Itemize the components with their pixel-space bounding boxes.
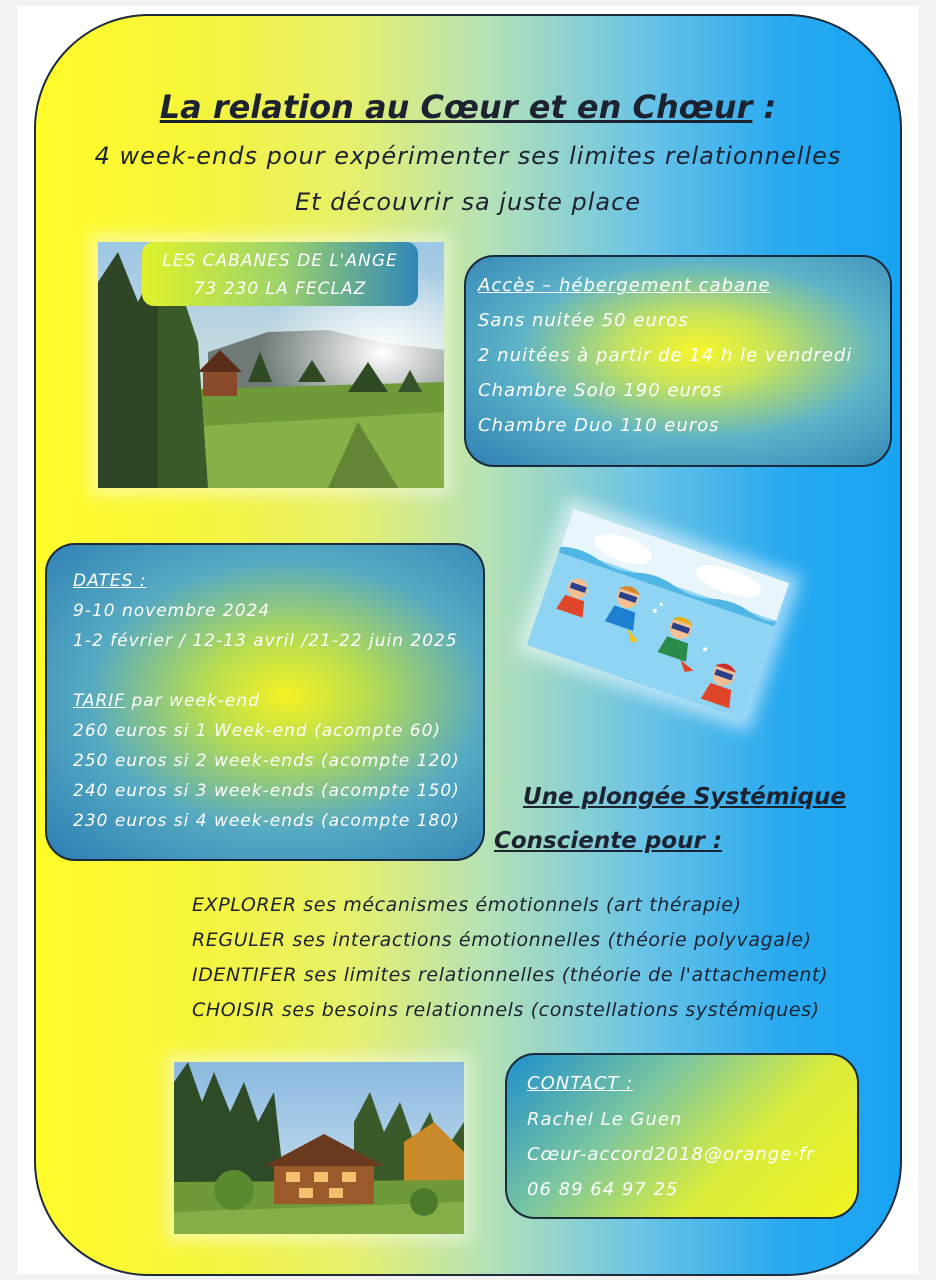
title-colon: :: [752, 88, 777, 126]
tarif-line: 260 euros si 1 Week-end (acompte 60): [73, 721, 442, 741]
tarif-line: 250 euros si 2 week-ends (acompte 120): [73, 751, 460, 771]
tarif-heading: TARIF: [73, 691, 126, 711]
contact-heading: CONTACT :: [527, 1073, 634, 1094]
contact-email[interactable]: Cœur-accord2018@orange·fr: [527, 1144, 815, 1165]
page-title: [36, 88, 900, 126]
tarif-line: 240 euros si 3 week-ends (acompte 150): [73, 781, 460, 801]
dates-box: [45, 543, 485, 861]
contact-name: Rachel Le Guen: [527, 1109, 683, 1130]
acces-line: Chambre Solo 190 euros: [478, 380, 723, 401]
location-name: LES CABANES DE L'ANGE: [162, 251, 398, 271]
subtitle-line-2: Et découvrir sa juste place: [294, 188, 642, 216]
plongee-heading-line-2: Consciente pour :: [494, 828, 723, 854]
acces-heading: Accès – hébergement cabane: [478, 275, 771, 296]
chalet-photo: [174, 1062, 464, 1234]
location-label: [142, 242, 418, 306]
tarif-heading-suffix: par week-end: [125, 691, 260, 711]
objective-text: ses limites relationnelles (théorie de l'attachement): [297, 964, 829, 986]
objective-item: [192, 894, 742, 916]
objective-item: [192, 929, 812, 951]
acces-line: Sans nuitée 50 euros: [478, 310, 689, 331]
location-address: 73 230 LA FECLAZ: [193, 279, 367, 299]
objective-item: [192, 999, 820, 1021]
dates-line: 9-10 novembre 2024: [73, 601, 271, 621]
objective-verb: IDENTIFER: [192, 964, 298, 986]
plongee-heading-line-1: Une plongée Systémique: [523, 784, 846, 810]
objective-item: [192, 964, 828, 986]
title-main: La relation au Cœur et en Chœur: [159, 88, 753, 126]
divers-illustration: [527, 509, 789, 719]
dates-heading: DATES :: [73, 571, 147, 591]
tarif-heading-row: [73, 691, 260, 711]
objective-verb: EXPLORER: [192, 894, 297, 916]
acces-line: 2 nuitées à partir de 14 h le vendredi: [478, 345, 853, 366]
objective-verb: CHOISIR: [192, 999, 276, 1021]
contact-phone[interactable]: 06 89 64 97 25: [527, 1179, 679, 1200]
objective-text: ses mécanismes émotionnels (art thérapie): [296, 894, 742, 916]
objective-text: ses interactions émotionnelles (théorie polyvagale): [285, 929, 812, 951]
tarif-line: 230 euros si 4 week-ends (acompte 180): [73, 811, 460, 831]
objective-text: ses besoins relationnels (constellations systémiques): [275, 999, 820, 1021]
objective-verb: REGULER: [192, 929, 286, 951]
subtitle-line-1: 4 week-ends pour expérimenter ses limites relationnelles: [94, 142, 842, 170]
flyer-card: [34, 14, 902, 1276]
acces-box: [464, 255, 892, 467]
contact-box: [505, 1053, 859, 1219]
acces-line: Chambre Duo 110 euros: [478, 415, 720, 436]
dates-line: 1-2 février / 12-13 avril /21-22 juin 2025: [73, 631, 458, 651]
